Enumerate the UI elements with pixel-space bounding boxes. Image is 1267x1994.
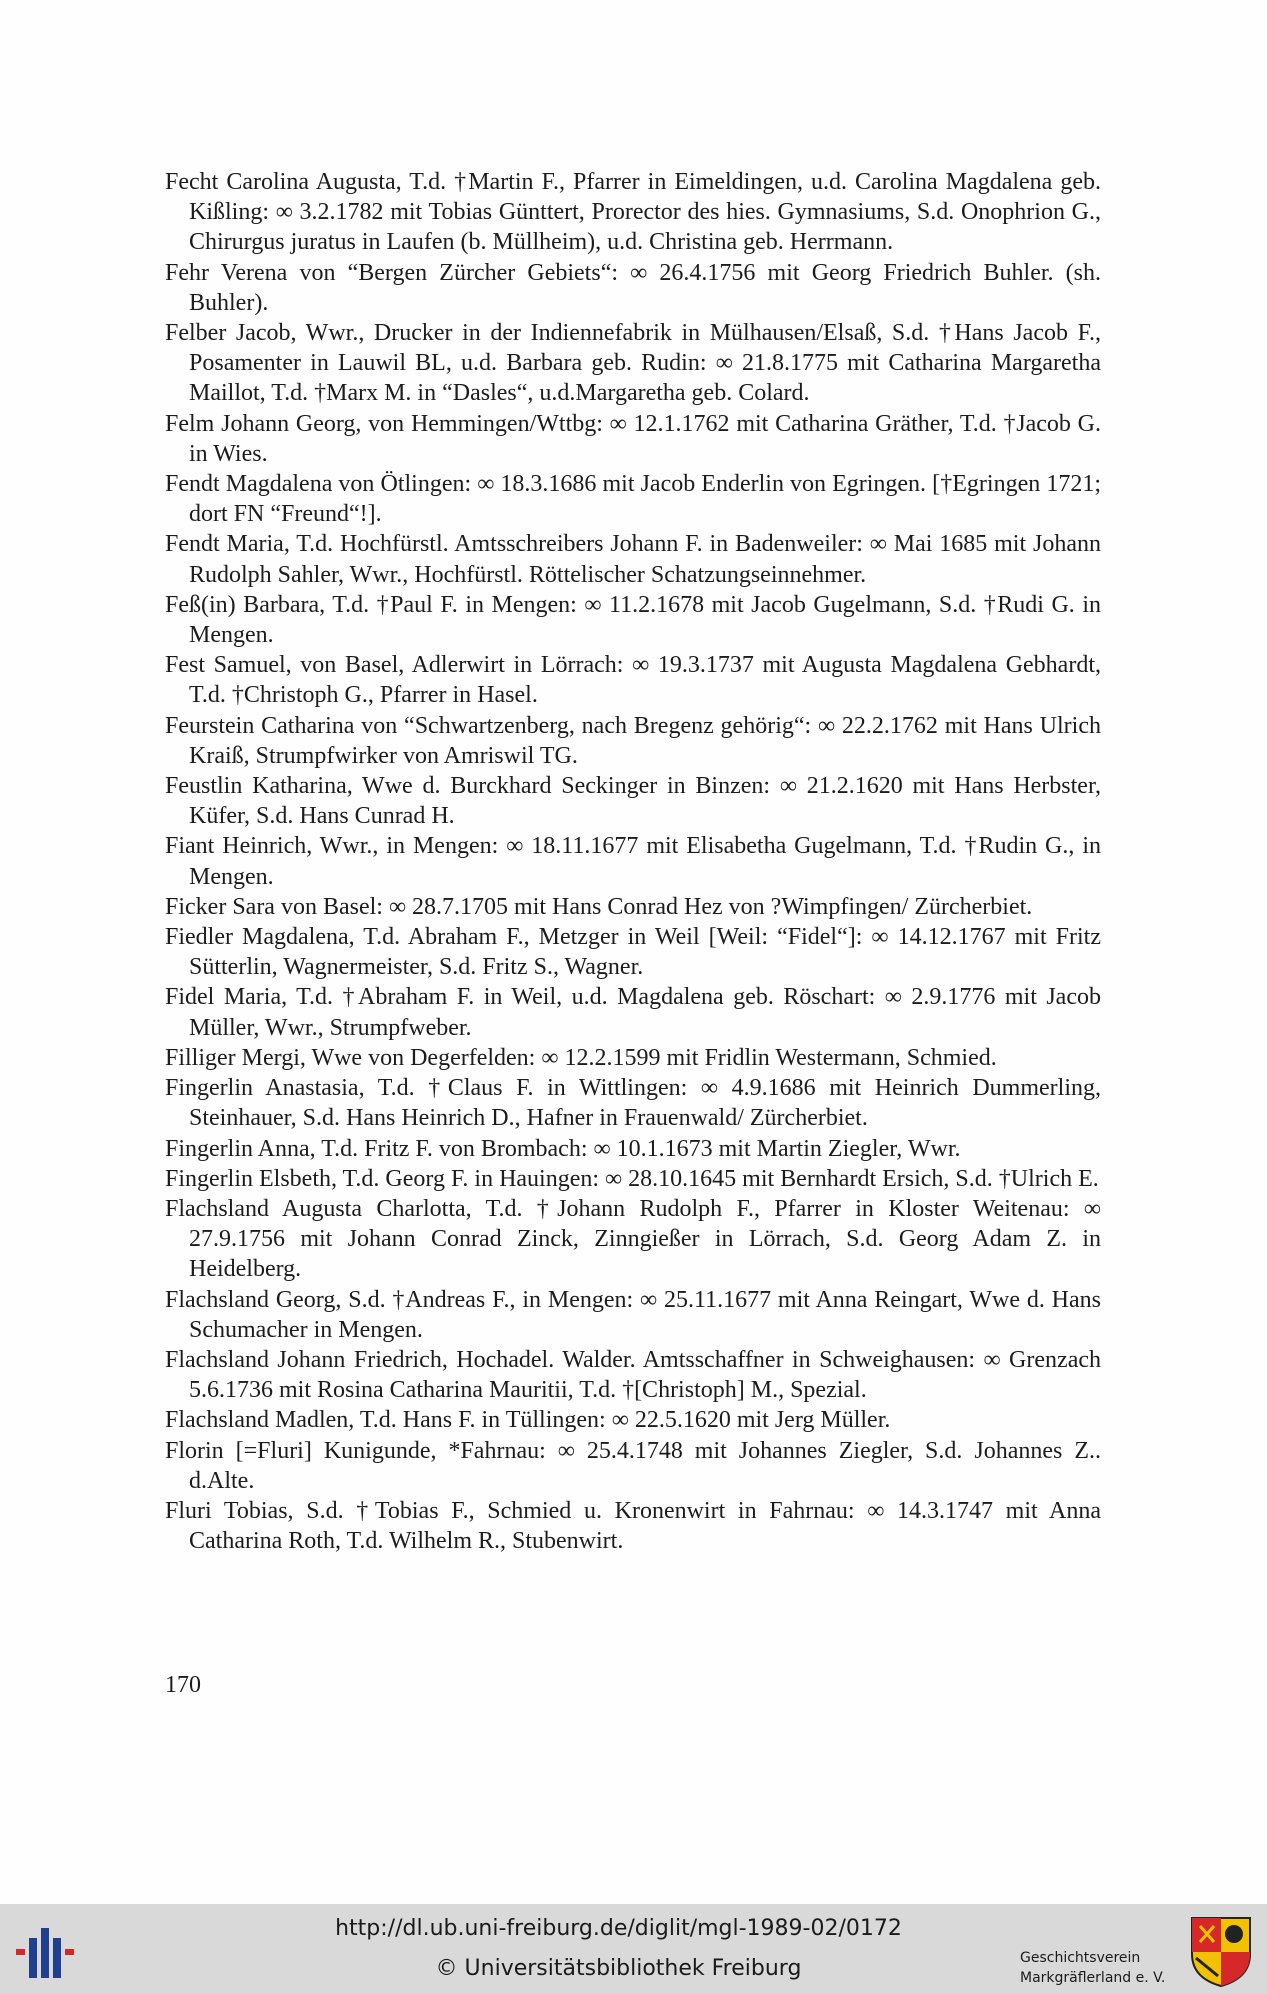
register-entry: Fecht Carolina Augusta, T.d. †Martin F., Pfarrer in Eimeldingen, u.d. Carolina Magdalena geb. Kißling: ∞ 3.2.1782 mit Tobias Günttert, Prorector des hies. Gymnasiums, S.d. Onophrion G., Chirurgus juratus in Laufen (b. Müllheim), u.d. Christina geb. Herrmann. xyxy=(165,169,1101,256)
page-number: 170 xyxy=(165,1672,201,1698)
footer-copyright: © Universitätsbibliothek Freiburg xyxy=(435,1956,802,1981)
register-entry: Fingerlin Anna, T.d. Fritz F. von Brombach: ∞ 10.1.1673 mit Martin Ziegler, Wwr. xyxy=(165,1135,961,1162)
register-entry: Fehr Verena von “Bergen Zürcher Gebiets“: ∞ 26.4.1756 mit Georg Friedrich Buhler. (sh. Buhler). xyxy=(165,259,1101,316)
register-entry: Flachsland Madlen, T.d. Hans F. in Tüllingen: ∞ 22.5.1620 mit Jerg Müller. xyxy=(165,1407,891,1434)
entry-list xyxy=(165,167,1101,1556)
register-entry: Florin [=Fluri] Kunigunde, *Fahrnau: ∞ 25.4.1748 mit Johannes Ziegler, S.d. Johannes Z.. d.Alte. xyxy=(165,1437,1101,1494)
society-crest-icon[interactable] xyxy=(1188,1914,1254,1988)
register-entry: Fidel Maria, T.d. †Abraham F. in Weil, u.d. Magdalena geb. Röschart: ∞ 2.9.1776 mit Jacob Müller, Wwr., Strumpfweber. xyxy=(165,984,1101,1041)
register-entry: Fingerlin Anastasia, T.d. †Claus F. in Wittlingen: ∞ 4.9.1686 mit Heinrich Dummerling, Steinhauer, S.d. Hans Heinrich D., Hafner in Frauenwald/ Zürcherbiet. xyxy=(165,1075,1101,1132)
register-entry: Fiant Heinrich, Wwr., in Mengen: ∞ 18.11.1677 mit Elisabetha Gugelmann, T.d. †Rudin G., in Mengen. xyxy=(165,833,1101,890)
register-entry: Feustlin Katharina, Wwe d. Burckhard Seckinger in Binzen: ∞ 21.2.1620 mit Hans Herbster, Küfer, S.d. Hans Cunrad H. xyxy=(165,773,1101,830)
register-entry: Fendt Maria, T.d. Hochfürstl. Amtsschreibers Johann F. in Badenweiler: ∞ Mai 1685 mit Johann Rudolph Sahler, Wwr., Hochfürstl. Röttelischer Schatzungseinnehmer. xyxy=(165,531,1101,588)
society-name-line1: Geschichtsverein xyxy=(1020,1950,1141,1966)
society-name xyxy=(1020,1948,1190,1988)
register-entry: Fingerlin Elsbeth, T.d. Georg F. in Hauingen: ∞ 28.10.1645 mit Bernhardt Ersich, S.d. †Ulrich E. xyxy=(165,1165,1099,1192)
register-entry: Filliger Mergi, Wwe von Degerfelden: ∞ 12.2.1599 mit Fridlin Westermann, Schmied. xyxy=(165,1044,997,1071)
register-entry: Felber Jacob, Wwr., Drucker in der Indiennefabrik in Mülhausen/Elsaß, S.d. †Hans Jacob F., Posamenter in Lauwil BL, u.d. Barbara geb. Rudin: ∞ 21.8.1775 mit Catharina Margaretha Maillot, T.d. †Marx M. in “Dasles“, u.d.Margaretha geb. Colard. xyxy=(165,320,1101,407)
register-entry: Feß(in) Barbara, T.d. †Paul F. in Mengen: ∞ 11.2.1678 mit Jacob Gugelmann, S.d. †Rudi G. in Mengen. xyxy=(165,591,1101,649)
footer-url-link[interactable]: http://dl.ub.uni-freiburg.de/diglit/mgl-1989-02/0172 xyxy=(335,1916,902,1941)
register-entry: Flachsland Georg, S.d. †Andreas F., in Mengen: ∞ 25.11.1677 mit Anna Reingart, Wwe d. Hans Schumacher in Mengen. xyxy=(165,1286,1101,1343)
register-entry: Fendt Magdalena von Ötlingen: ∞ 18.3.1686 mit Jacob Enderlin von Egringen. [†Egringen 1721; dort FN “Freund“!]. xyxy=(165,471,1101,528)
footer-bar xyxy=(0,1904,1267,1994)
register-entry: Felm Johann Georg, von Hemmingen/Wttbg: ∞ 12.1.1762 mit Catharina Gräther, T.d. †Jacob G. in Wies. xyxy=(165,410,1101,467)
register-entry: Fest Samuel, von Basel, Adlerwirt in Lörrach: ∞ 19.3.1737 mit Augusta Magdalena Gebhardt, T.d. †Christoph G., Pfarrer in Hasel. xyxy=(165,652,1101,709)
register-entry: Flachsland Johann Friedrich, Hochadel. Walder. Amtsschaffner in Schweighausen: ∞ Grenzach 5.6.1736 mit Rosina Catharina Mauritii, T.d. †[Christoph] M., Spezial. xyxy=(165,1346,1101,1404)
register-entry: Flachsland Augusta Charlotta, T.d. †Johann Rudolph F., Pfarrer in Kloster Weitenau: ∞ 27.9.1756 mit Johann Conrad Zinck, Zinngießer in Lörrach, S.d. Georg Adam Z. in Heidelberg. xyxy=(165,1195,1101,1283)
society-name-line2: Markgräflerland e. V. xyxy=(1020,1970,1166,1986)
register-entry: Fiedler Magdalena, T.d. Abraham F., Metzger in Weil [Weil: “Fidel“]: ∞ 14.12.1767 mit Fritz Sütterlin, Wagnermeister, S.d. Fritz S., Wagner. xyxy=(165,924,1101,981)
register-entry: Ficker Sara von Basel: ∞ 28.7.1705 mit Hans Conrad Hez von ?Wimpfingen/ Zürcherbiet. xyxy=(165,893,1033,920)
register-entry: Feurstein Catharina von “Schwartzenberg, nach Bregenz gehörig“: ∞ 22.2.1762 mit Hans Ulrich Kraiß, Strumpfwirker von Amriswil TG. xyxy=(165,712,1101,769)
register-entry: Fluri Tobias, S.d. †Tobias F., Schmied u. Kronenwirt in Fahrnau: ∞ 14.3.1747 mit Anna Catharina Roth, T.d. Wilhelm R., Stubenwirt. xyxy=(165,1497,1101,1555)
